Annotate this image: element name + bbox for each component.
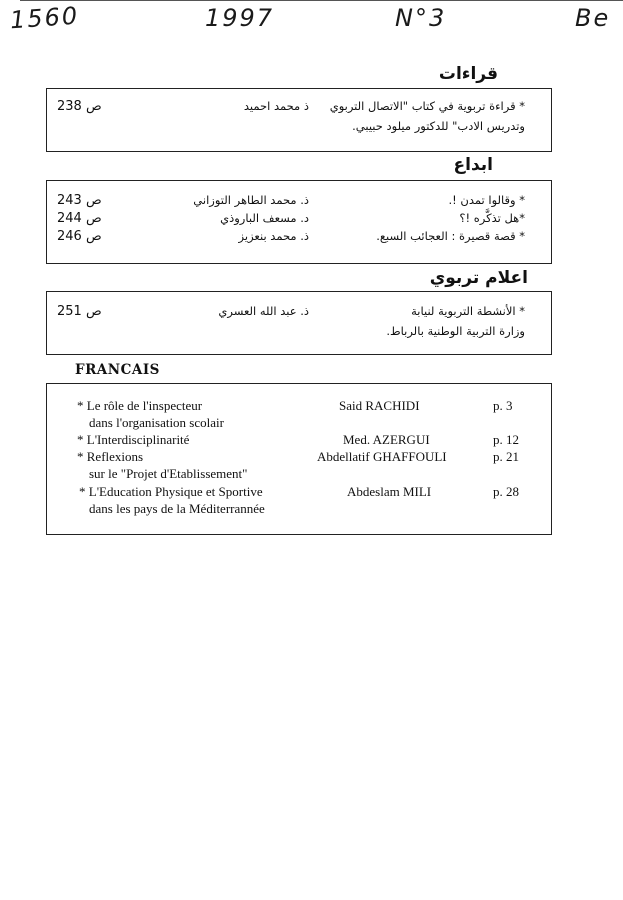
creativity-box xyxy=(46,180,552,264)
entry-author: Said RACHIDI xyxy=(339,398,420,413)
entry-page: p. 3 xyxy=(493,398,513,413)
section-title-educational: اعلام تربوي xyxy=(429,268,528,288)
entry-title: *هل تذكَّره !؟ xyxy=(459,211,525,225)
entry-title: * Le rôle de l'inspecteur xyxy=(77,398,203,413)
top-rule xyxy=(20,0,623,1)
entry-page: ص 243 xyxy=(57,193,102,208)
french-box xyxy=(46,383,552,535)
entry-page: ص 246 xyxy=(57,229,102,244)
entry-author: د. مسعف الباروذي xyxy=(220,211,309,225)
entry-title: * الأنشطة التربوية لنيابة xyxy=(411,304,525,318)
entry-title-continuation: sur le "Projet d'Etablissement" xyxy=(89,466,248,481)
educational-box xyxy=(46,291,552,355)
handwritten-number: 1560 xyxy=(9,1,80,35)
handwritten-initials: Be xyxy=(575,4,611,32)
entry-page: p. 28 xyxy=(493,484,519,499)
section-title-readings: قراءات xyxy=(438,64,498,84)
entry-author: ذ محمد احميد xyxy=(243,99,309,113)
entry-title-continuation: وتدريس الادب" للدكتور ميلود حبيبي. xyxy=(352,119,525,133)
entry-page: ص 238 xyxy=(57,99,102,114)
toc-entry xyxy=(47,304,551,322)
toc-entry xyxy=(47,211,551,229)
handwritten-year: 1997 xyxy=(205,4,275,32)
entry-title-continuation: وزارة التربية الوطنية بالرباط. xyxy=(386,324,525,338)
entry-author: ذ. محمد بنعزيز xyxy=(238,229,309,243)
section-title-creativity: ابداع xyxy=(453,155,493,175)
entry-title: * قصة قصيرة : العجائب السبع. xyxy=(376,229,525,243)
entry-title-continuation: dans l'organisation scolair xyxy=(89,415,224,430)
entry-page: ص 251 xyxy=(57,304,102,319)
toc-entry xyxy=(47,229,551,247)
section-title-french: FRANCAIS xyxy=(75,362,160,378)
entry-title: * وقالوا تمدن !. xyxy=(448,193,525,207)
toc-entry xyxy=(47,193,551,211)
entry-page: p. 21 xyxy=(493,449,519,464)
entry-title-continuation: dans les pays de la Méditerrannée xyxy=(89,501,265,516)
entry-author: Abdellatif GHAFFOULI xyxy=(317,449,447,464)
entry-title: * قراءة تربوية في كتاب "الاتصال التربوي xyxy=(329,99,525,113)
entry-title: * Reflexions xyxy=(77,449,144,464)
entry-author: Abdeslam MILI xyxy=(347,484,432,499)
entry-page: ص 244 xyxy=(57,211,102,226)
entry-title: * L'Education Physique et Sportive xyxy=(79,484,263,499)
entry-author: Med. AZERGUI xyxy=(343,432,430,447)
entry-title: * L'Interdisciplinarité xyxy=(77,432,190,447)
readings-box xyxy=(46,88,552,152)
entry-author: ذ. محمد الطاهر التوزاني xyxy=(193,193,309,207)
entry-page: p. 12 xyxy=(493,432,519,447)
handwritten-issue: N°3 xyxy=(395,4,447,32)
toc-entry xyxy=(47,99,551,117)
entry-author: ذ. عبد الله العسري xyxy=(218,304,309,318)
